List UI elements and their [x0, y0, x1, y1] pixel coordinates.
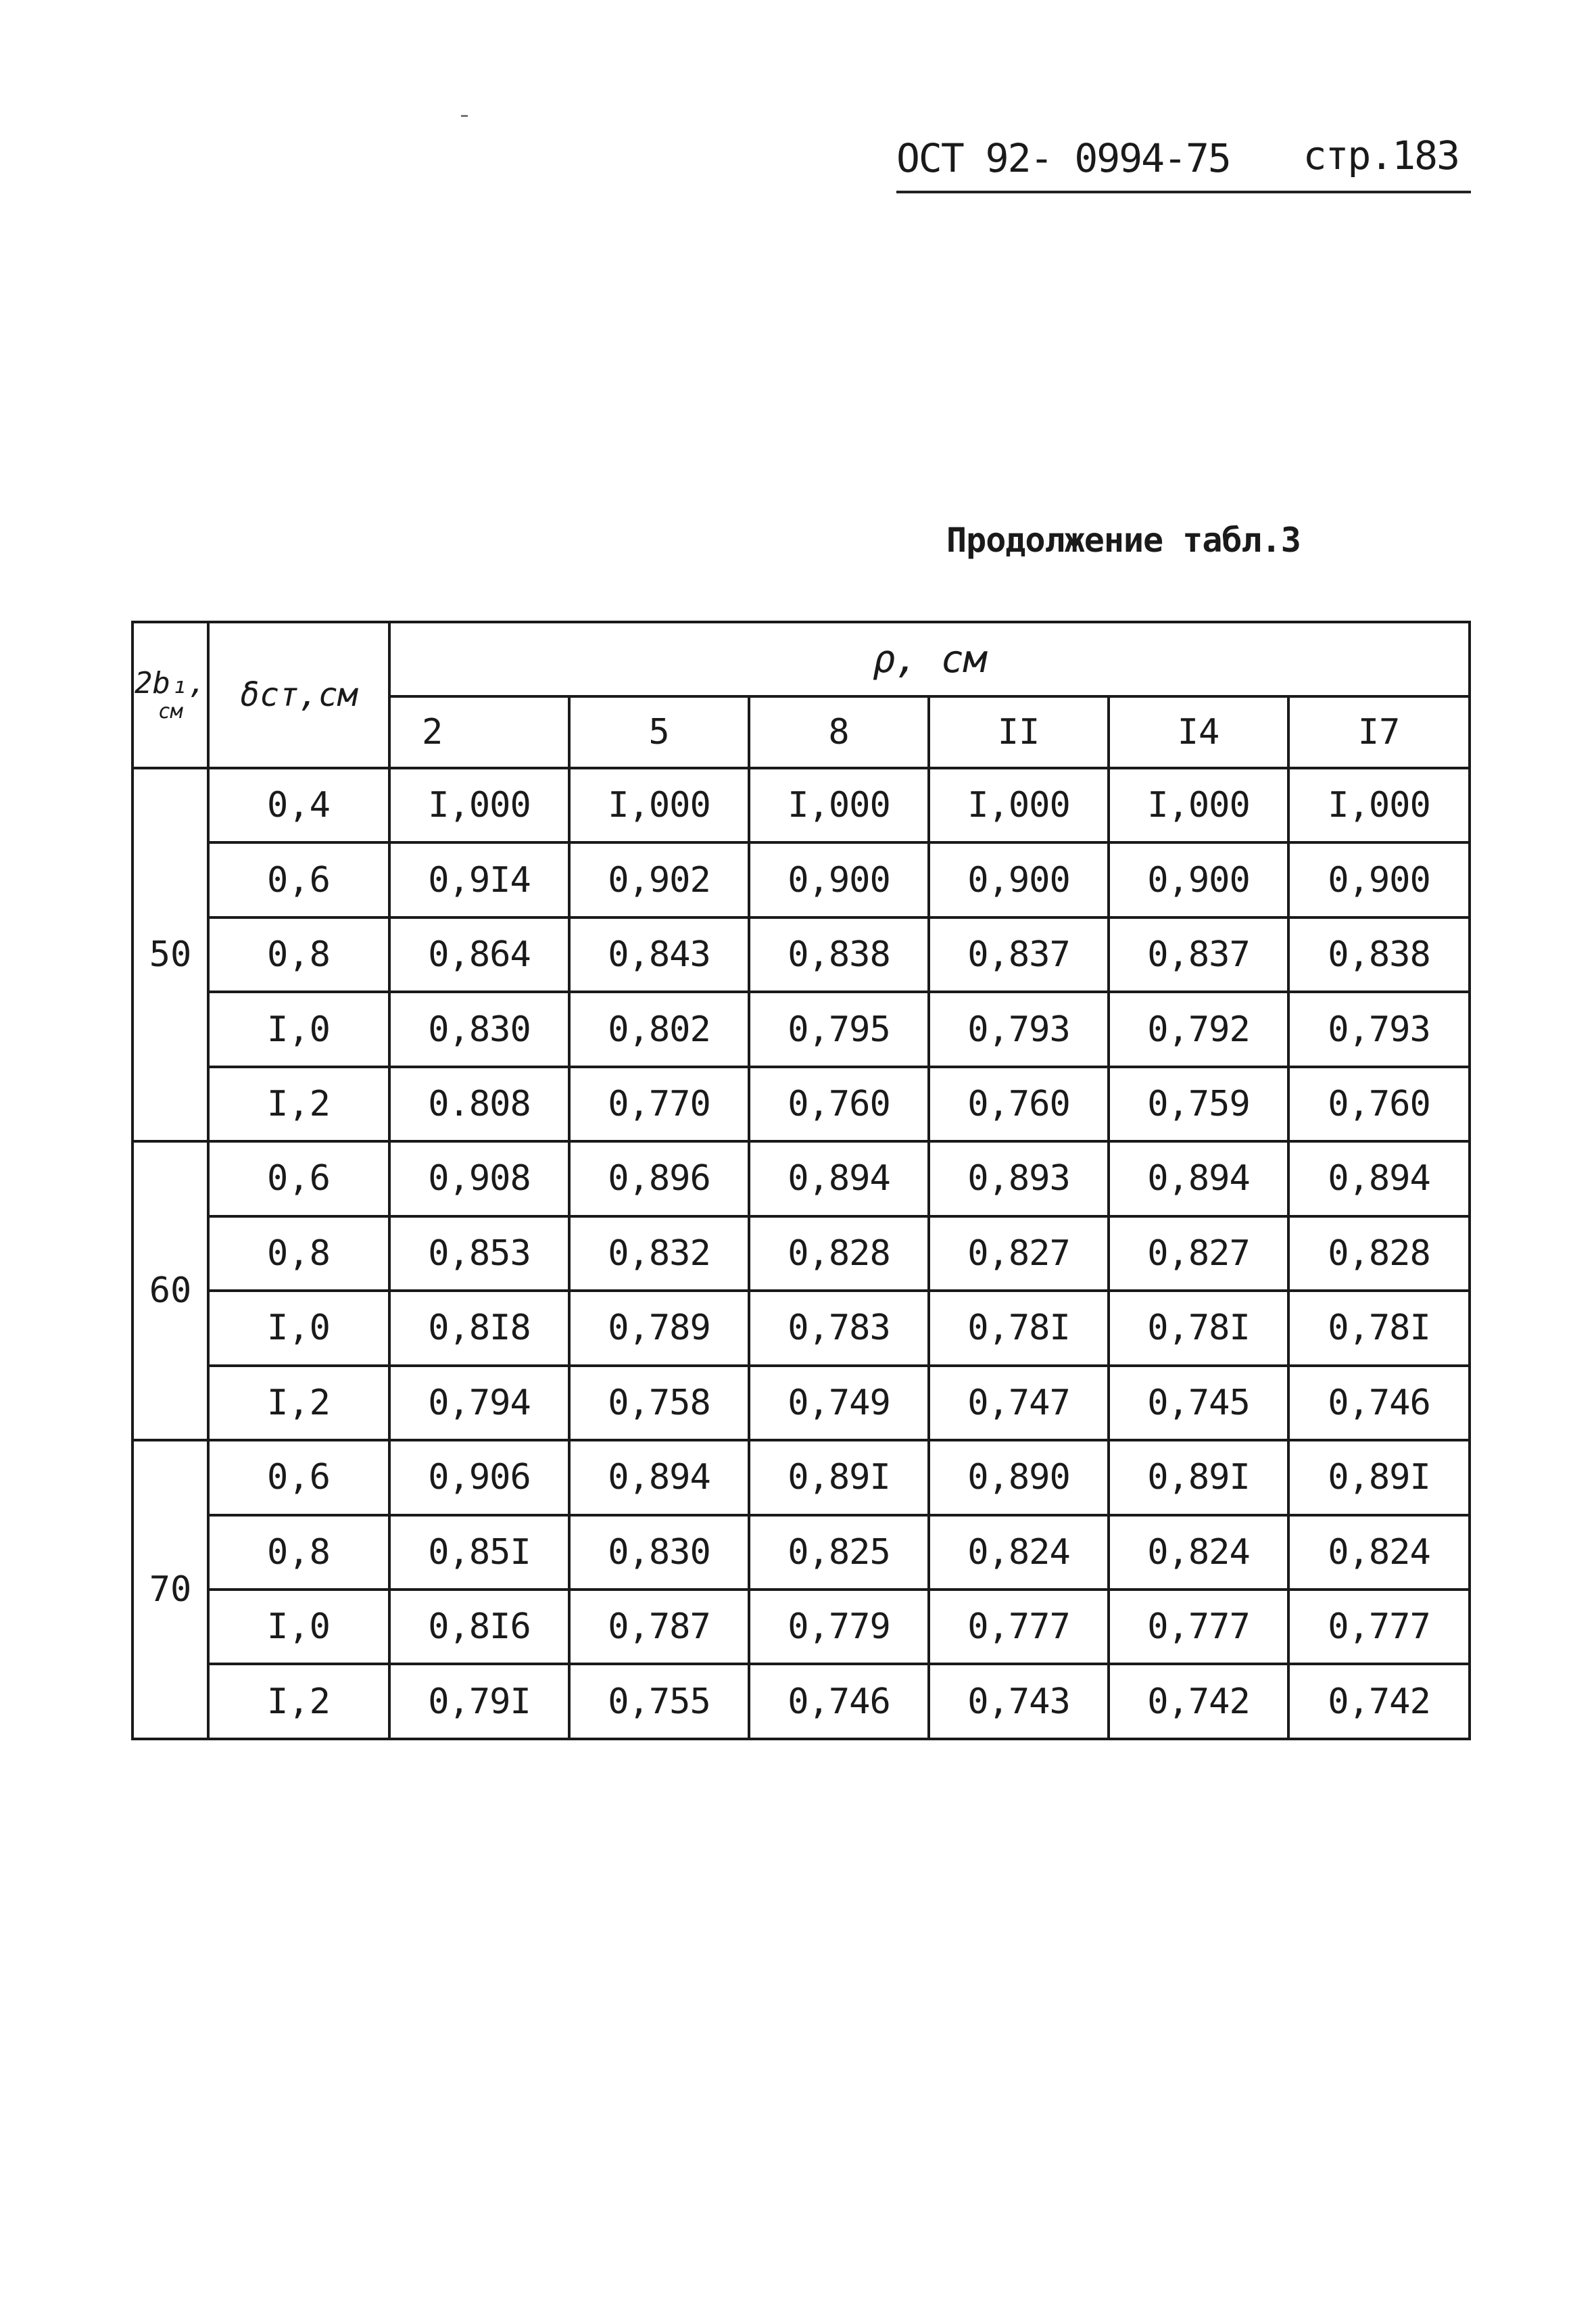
thickness-cell: 0,8 [208, 1515, 389, 1590]
thickness-cell: 0,6 [208, 842, 389, 917]
coefficient-cell: 0,902 [569, 842, 749, 917]
coefficient-cell: I,000 [569, 768, 749, 842]
column-header-thickness: δст,см [208, 622, 389, 768]
coefficient-cell: 0,85I [389, 1515, 569, 1590]
width-unit: см [158, 699, 183, 723]
coefficient-cell: 0,777 [1288, 1590, 1470, 1664]
coefficient-cell: 0,828 [1288, 1216, 1470, 1291]
coefficient-cell: 0,743 [929, 1664, 1109, 1739]
thickness-cell: 0,8 [208, 1216, 389, 1291]
coefficient-cell: 0,89I [749, 1440, 929, 1514]
coefficient-cell: 0,893 [929, 1141, 1109, 1216]
thickness-cell: I,2 [208, 1366, 389, 1440]
page-header [896, 133, 1464, 200]
coefficient-cell: 0,777 [1109, 1590, 1288, 1664]
coefficient-cell: I,000 [1109, 768, 1288, 842]
coefficient-cell: 0,900 [1109, 842, 1288, 917]
coefficient-cell: 0,89I [1109, 1440, 1288, 1514]
thickness-cell: 0,6 [208, 1141, 389, 1216]
coefficient-cell: 0,838 [1288, 917, 1470, 992]
coefficient-cell: 0,793 [1288, 992, 1470, 1066]
width-group-cell: 70 [132, 1440, 208, 1739]
coefficient-cell: 0,843 [569, 917, 749, 992]
coefficient-cell: I,000 [389, 768, 569, 842]
thickness-cell: I,2 [208, 1067, 389, 1141]
thickness-cell: 0,4 [208, 768, 389, 842]
radius-value-header: 5 [569, 696, 749, 768]
coefficient-cell: 0,864 [389, 917, 569, 992]
coefficient-cell: 0,746 [1288, 1366, 1470, 1440]
radius-value-header: I4 [1109, 696, 1288, 768]
coefficient-cell: 0,759 [1109, 1067, 1288, 1141]
coefficient-cell: 0,853 [389, 1216, 569, 1291]
coefficient-cell: I,000 [1288, 768, 1470, 842]
coefficient-cell: 0,824 [929, 1515, 1109, 1590]
coefficient-cell: 0,89I [1288, 1440, 1470, 1514]
coefficient-cell: 0,9I4 [389, 842, 569, 917]
coefficient-cell: 0,825 [749, 1515, 929, 1590]
coefficient-cell: I,000 [929, 768, 1109, 842]
coefficient-cell: 0,78I [1288, 1291, 1470, 1365]
coefficient-cell: 0,760 [749, 1067, 929, 1141]
thickness-cell: 0,6 [208, 1440, 389, 1514]
coefficient-cell: I,000 [749, 768, 929, 842]
coefficient-cell: 0,828 [749, 1216, 929, 1291]
column-group-header-radius: ρ, см [389, 622, 1470, 696]
coefficient-cell: 0,802 [569, 992, 749, 1066]
radius-value-header: 2 [389, 696, 569, 768]
scan-speck [461, 115, 468, 117]
coefficient-cell: 0,78I [1109, 1291, 1288, 1365]
coefficient-cell: 0,787 [569, 1590, 749, 1664]
coefficient-cell: 0,906 [389, 1440, 569, 1514]
table-row [132, 768, 1470, 842]
coefficient-cell: 0,793 [929, 992, 1109, 1066]
table-row [132, 1366, 1470, 1440]
coefficient-cell: 0,792 [1109, 992, 1288, 1066]
coefficient-cell: 0,760 [929, 1067, 1109, 1141]
page-number: стр.183 [1303, 133, 1459, 178]
coefficient-cell: 0,746 [749, 1664, 929, 1739]
coefficient-cell: 0,900 [1288, 842, 1470, 917]
width-group-cell: 60 [132, 1141, 208, 1440]
coefficient-cell: 0,770 [569, 1067, 749, 1141]
coefficient-cell: 0,900 [749, 842, 929, 917]
table-row [132, 1291, 1470, 1365]
coefficient-cell: 0,789 [569, 1291, 749, 1365]
coefficient-cell: 0,749 [749, 1366, 929, 1440]
coefficient-cell: 0,783 [749, 1291, 929, 1365]
coefficient-cell: 0,827 [1109, 1216, 1288, 1291]
coefficient-cell: 0,745 [1109, 1366, 1288, 1440]
thickness-cell: I,0 [208, 992, 389, 1066]
coefficient-cell: 0,894 [1288, 1141, 1470, 1216]
table-row [132, 917, 1470, 992]
table-row [132, 1664, 1470, 1739]
coefficient-cell: 0,900 [929, 842, 1109, 917]
coefficient-cell: 0,794 [389, 1366, 569, 1440]
table-row [132, 1440, 1470, 1514]
coefficient-cell: 0,824 [1288, 1515, 1470, 1590]
thickness-cell: I,2 [208, 1664, 389, 1739]
coefficient-cell: 0,79I [389, 1664, 569, 1739]
coefficient-cell: 0,78I [929, 1291, 1109, 1365]
coefficient-cell: 0,830 [389, 992, 569, 1066]
table-row [132, 992, 1470, 1066]
coefficient-cell: 0,747 [929, 1366, 1109, 1440]
coefficient-cell: 0,779 [749, 1590, 929, 1664]
coefficient-cell: 0,894 [569, 1440, 749, 1514]
coefficient-cell: 0,830 [569, 1515, 749, 1590]
coefficient-cell: 0,795 [749, 992, 929, 1066]
table-caption: Продолжение табл.3 [946, 521, 1301, 560]
document-code: ОСТ 92- 0994-75 [896, 135, 1230, 181]
coefficient-cell: 0,824 [1109, 1515, 1288, 1590]
thickness-cell: 0,8 [208, 917, 389, 992]
radius-value-header: II [929, 696, 1109, 768]
coefficient-cell: 0,896 [569, 1141, 749, 1216]
thickness-cell: I,0 [208, 1590, 389, 1664]
width-group-cell: 50 [132, 768, 208, 1141]
table-row [132, 1216, 1470, 1291]
coefficient-cell: 0,777 [929, 1590, 1109, 1664]
table-row [132, 1141, 1470, 1216]
coefficient-cell: 0,8I6 [389, 1590, 569, 1664]
coefficient-cell: 0,838 [749, 917, 929, 992]
table-row [132, 1590, 1470, 1664]
coefficient-cell: 0,832 [569, 1216, 749, 1291]
coefficient-table [131, 621, 1471, 1740]
width-label: 2b₁, [135, 666, 206, 701]
coefficient-cell: 0,894 [749, 1141, 929, 1216]
coefficient-cell: 0,755 [569, 1664, 749, 1739]
coefficient-cell: 0.808 [389, 1067, 569, 1141]
radius-value-header: I7 [1288, 696, 1470, 768]
coefficient-cell: 0,890 [929, 1440, 1109, 1514]
coefficient-cell: 0,742 [1288, 1664, 1470, 1739]
coefficient-cell: 0,758 [569, 1366, 749, 1440]
thickness-cell: I,0 [208, 1291, 389, 1365]
coefficient-cell: 0,742 [1109, 1664, 1288, 1739]
table-row [132, 1067, 1470, 1141]
coefficient-cell: 0,837 [1109, 917, 1288, 992]
coefficient-cell: 0,837 [929, 917, 1109, 992]
radius-value-header: 8 [749, 696, 929, 768]
table-row [132, 842, 1470, 917]
coefficient-cell: 0,760 [1288, 1067, 1470, 1141]
coefficient-cell: 0,894 [1109, 1141, 1288, 1216]
coefficient-cell: 0,827 [929, 1216, 1109, 1291]
table-row [132, 1515, 1470, 1590]
header-rule [896, 191, 1471, 193]
column-header-width [132, 622, 208, 768]
coefficient-cell: 0,8I8 [389, 1291, 569, 1365]
coefficient-cell: 0,908 [389, 1141, 569, 1216]
